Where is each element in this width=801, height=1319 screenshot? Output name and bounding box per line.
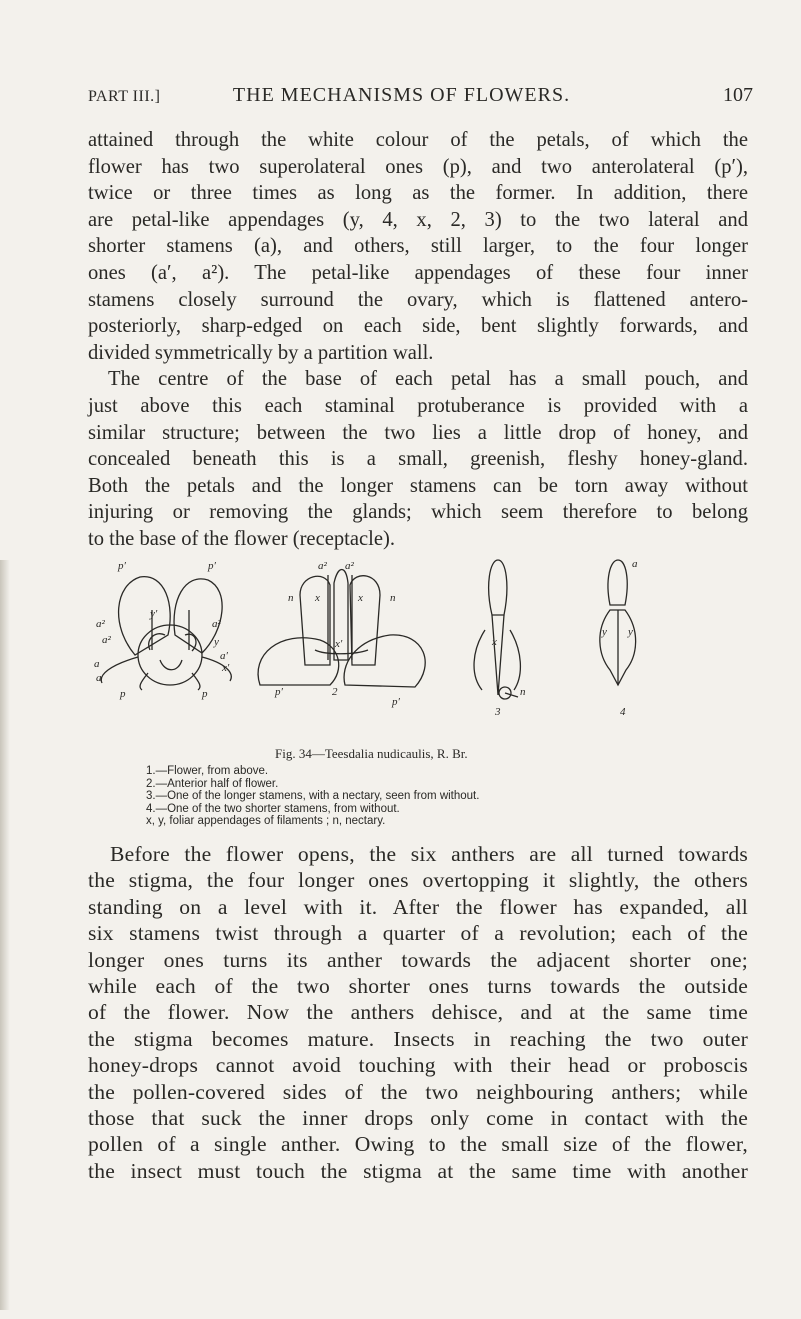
text-line: twice or three times as long as the former. In addition, there (88, 182, 748, 205)
text-line: those that suck the inner drops only come in contact with the (88, 1105, 748, 1130)
text-line: injuring or removing the glands; which seem therefore to belong (88, 501, 748, 524)
legend-line: 4.—One of the two shorter stamens, from without. (146, 802, 400, 815)
figure-label: 2 (332, 686, 338, 698)
text-line: concealed beneath this is a small, greenish, fleshy honey-gland. (88, 448, 748, 471)
figure-label: x (492, 636, 497, 648)
figure-caption: Fig. 34—Teesdalia nudicaulis, R. Br. (275, 746, 468, 761)
fig-1-flower-top-view (101, 577, 231, 690)
text-line: are petal-like appendages (y, 4, x, 2, 3) to the two lateral and (88, 208, 748, 231)
text-line: honey-drops cannot avoid touching with their head or proboscis (88, 1053, 748, 1078)
figure-label: y (214, 636, 219, 648)
figure-label: p′ (275, 686, 283, 698)
figure-label: p′ (392, 696, 400, 708)
flower-illustration (90, 555, 750, 735)
running-header (50, 84, 753, 114)
running-title: THE MECHANISMS OF FLOWERS. (232, 84, 571, 106)
figure-label: x′ (335, 638, 343, 650)
figure-label: p (120, 688, 126, 700)
text-line: Both the petals and the longer stamens can be torn away without (88, 474, 748, 497)
figure-label: y′ (150, 608, 158, 620)
figure-label: a′ (220, 650, 228, 662)
figure-label: y (602, 626, 607, 638)
figure-label: p′ (118, 560, 126, 572)
text-line: six stamens twist through a quarter of a revolution; each of the (88, 921, 748, 946)
fig-3-longer-stamen (474, 560, 520, 699)
figure-label: a² (96, 618, 105, 630)
figure-label: 4 (620, 706, 626, 718)
paragraph-2 (88, 841, 748, 1184)
figure-label: a (94, 658, 100, 670)
text-line: posteriorly, sharp-edged on each side, bent slightly forwards, and (88, 315, 748, 338)
figure-label: a² (345, 560, 354, 572)
figure-label: 3 (495, 706, 501, 718)
page-number: 107 (723, 84, 753, 106)
text-line: standing on a level with it. After the flower has expanded, all (88, 894, 748, 919)
text-line: Before the flower opens, the six anthers are all turned towards (110, 842, 748, 866)
figure-label: n (390, 592, 396, 604)
text-line: similar structure; between the two lies a little drop of honey, and (88, 421, 748, 444)
text-line: The centre of the base of each petal has a small pouch, and (108, 368, 748, 391)
text-line: ones (a′, a²). The petal-like appendages of these four inner (88, 261, 748, 284)
figure-label: p (202, 688, 208, 700)
text-line: the stigma becomes mature. Insects in reaching the two outer (88, 1026, 748, 1051)
legend-line: x, y, foliar appendages of filaments ; n, nectary. (146, 815, 386, 827)
paragraph-1 (88, 127, 748, 553)
text-line: the pollen-covered sides of the two neighbouring anthers; while (88, 1079, 748, 1104)
text-line: flower has two superolateral ones (p), and two anterolateral (p′), (88, 155, 748, 178)
figure-label: n (520, 686, 526, 698)
figure-label: a (632, 558, 638, 570)
figure-label: n (288, 592, 294, 604)
text-line: longer ones turns its anther towards the adjacent shorter one; (88, 947, 748, 972)
figure-label: x (315, 592, 320, 604)
figure-label: p′ (208, 560, 216, 572)
text-line: while each of the two shorter ones turns towards the outside (88, 973, 748, 998)
fig-2-anterior-half (258, 570, 425, 688)
text-line: pollen of a single anther. Owing to the small size of the flower, (88, 1132, 748, 1157)
fig-4-shorter-stamen (600, 560, 636, 685)
figure-label: a² (318, 560, 327, 572)
text-line: of the flower. Now the anthers dehisce, and at the same time (88, 1000, 748, 1025)
page-binding-shadow (0, 560, 10, 1310)
figure-label: a² (102, 634, 111, 646)
figure-label: a (96, 672, 102, 684)
text-line: to the base of the flower (receptacle). (88, 527, 396, 550)
figure-label: a² (212, 618, 221, 630)
legend-line: 1.—Flower, from above. (146, 765, 269, 777)
text-line: just above this each staminal protuberance is provided with a (88, 394, 748, 417)
legend-line: 3.—One of the longer stamens, with a nectary, seen from without. (146, 790, 480, 802)
text-line: the stigma, the four longer ones overtopping it slightly, the others (88, 868, 748, 893)
text-line: shorter stamens (a), and others, still larger, to the four longer (88, 235, 748, 258)
text-line: attained through the white colour of the petals, of which the (88, 129, 748, 151)
text-line: stamens closely surround the ovary, which is flattened antero- (88, 288, 748, 311)
figure-label: x (358, 592, 363, 604)
figure-label: x′ (222, 662, 230, 674)
part-label: PART III.] (88, 88, 161, 105)
legend-line: 2.—Anterior half of flower. (146, 777, 279, 790)
text-line: the insect must touch the stigma at the same time with another (88, 1158, 748, 1183)
text-line: divided symmetrically by a partition wall. (88, 341, 434, 364)
figure-legend (146, 765, 686, 828)
figure-label: y (628, 626, 633, 638)
